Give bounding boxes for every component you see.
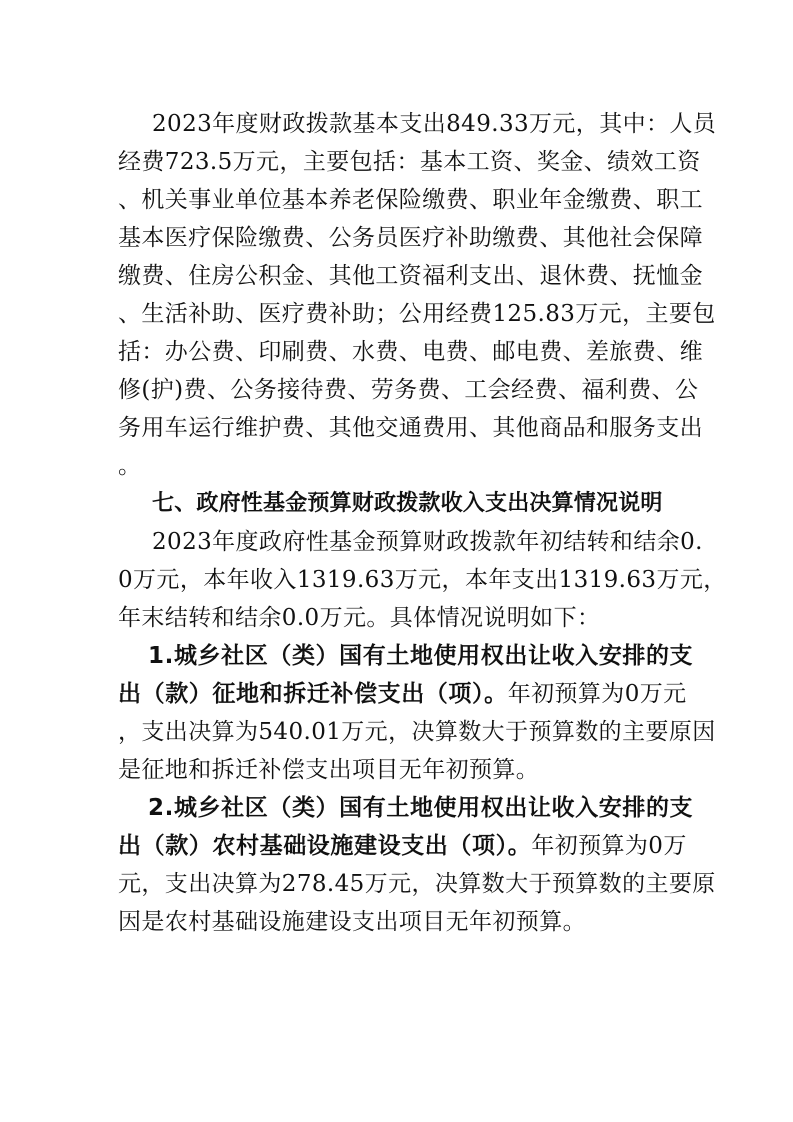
paragraph-line: 2023年度政府性基金预算财政拨款年初结转和结余0. (152, 529, 703, 555)
paragraph-line: 、生活补助、医疗费补助；公用经费125.83万元，主要包 (118, 301, 716, 327)
paragraph-line: ，支出决算为540.01万元，决算数大于预算数的主要原因 (118, 719, 716, 745)
item-1-text: 年初预算为0万元 (507, 681, 687, 707)
item-1-line-2 (118, 678, 688, 710)
paragraph-line: 因是农村基础设施建设支出项目无年初预算。 (118, 909, 586, 935)
item-1-title-continued: 出（款）征地和拆迁补偿支出（项）。 (118, 681, 508, 707)
paragraph-line: 务用车运行维护费、其他交通费用、其他商品和服务支出 (118, 415, 703, 441)
paragraph-line: 。 (118, 453, 142, 479)
item-2-title-continued: 出（款）农村基础设施建设支出（项）。 (118, 833, 532, 859)
paragraph-line: 括：办公费、印刷费、水费、电费、邮电费、差旅费、维 (118, 339, 703, 365)
paragraph-line: 经费723.5万元，主要包括：基本工资、奖金、绩效工资 (118, 149, 701, 175)
paragraph-line: 0万元，本年收入1319.63万元，本年支出1319.63万元， (118, 567, 727, 593)
paragraph-line: 、机关事业单位基本养老保险缴费、职业年金缴费、职工 (118, 187, 703, 213)
paragraph-line: 修(护)费、公务接待费、劳务费、工会经费、福利费、公 (118, 377, 699, 403)
item-1-title: 1.城乡社区（类）国有土地使用权出让收入安排的支 (148, 643, 694, 669)
item-2-title: 2.城乡社区（类）国有土地使用权出让收入安排的支 (148, 795, 694, 821)
paragraph-line: 2023年度财政拨款基本支出849.33万元，其中：人员 (152, 111, 717, 137)
paragraph-line: 基本医疗保险缴费、公务员医疗补助缴费、其他社会保障 (118, 225, 703, 251)
item-2-line-2 (118, 830, 688, 862)
item-2-text: 年初预算为0万 (531, 833, 687, 859)
paragraph-line: 缴费、住房公积金、其他工资福利支出、退休费、抚恤金 (118, 263, 703, 289)
paragraph-line: 年末结转和结余0.0万元。具体情况说明如下： (118, 605, 601, 631)
paragraph-line: 元，支出决算为278.45万元，决算数大于预算数的主要原 (118, 871, 716, 897)
section-heading: 七、政府性基金预算财政拨款收入支出决算情况说明 (152, 491, 663, 516)
paragraph-line: 是征地和拆迁补偿支出项目无年初预算。 (118, 757, 540, 783)
